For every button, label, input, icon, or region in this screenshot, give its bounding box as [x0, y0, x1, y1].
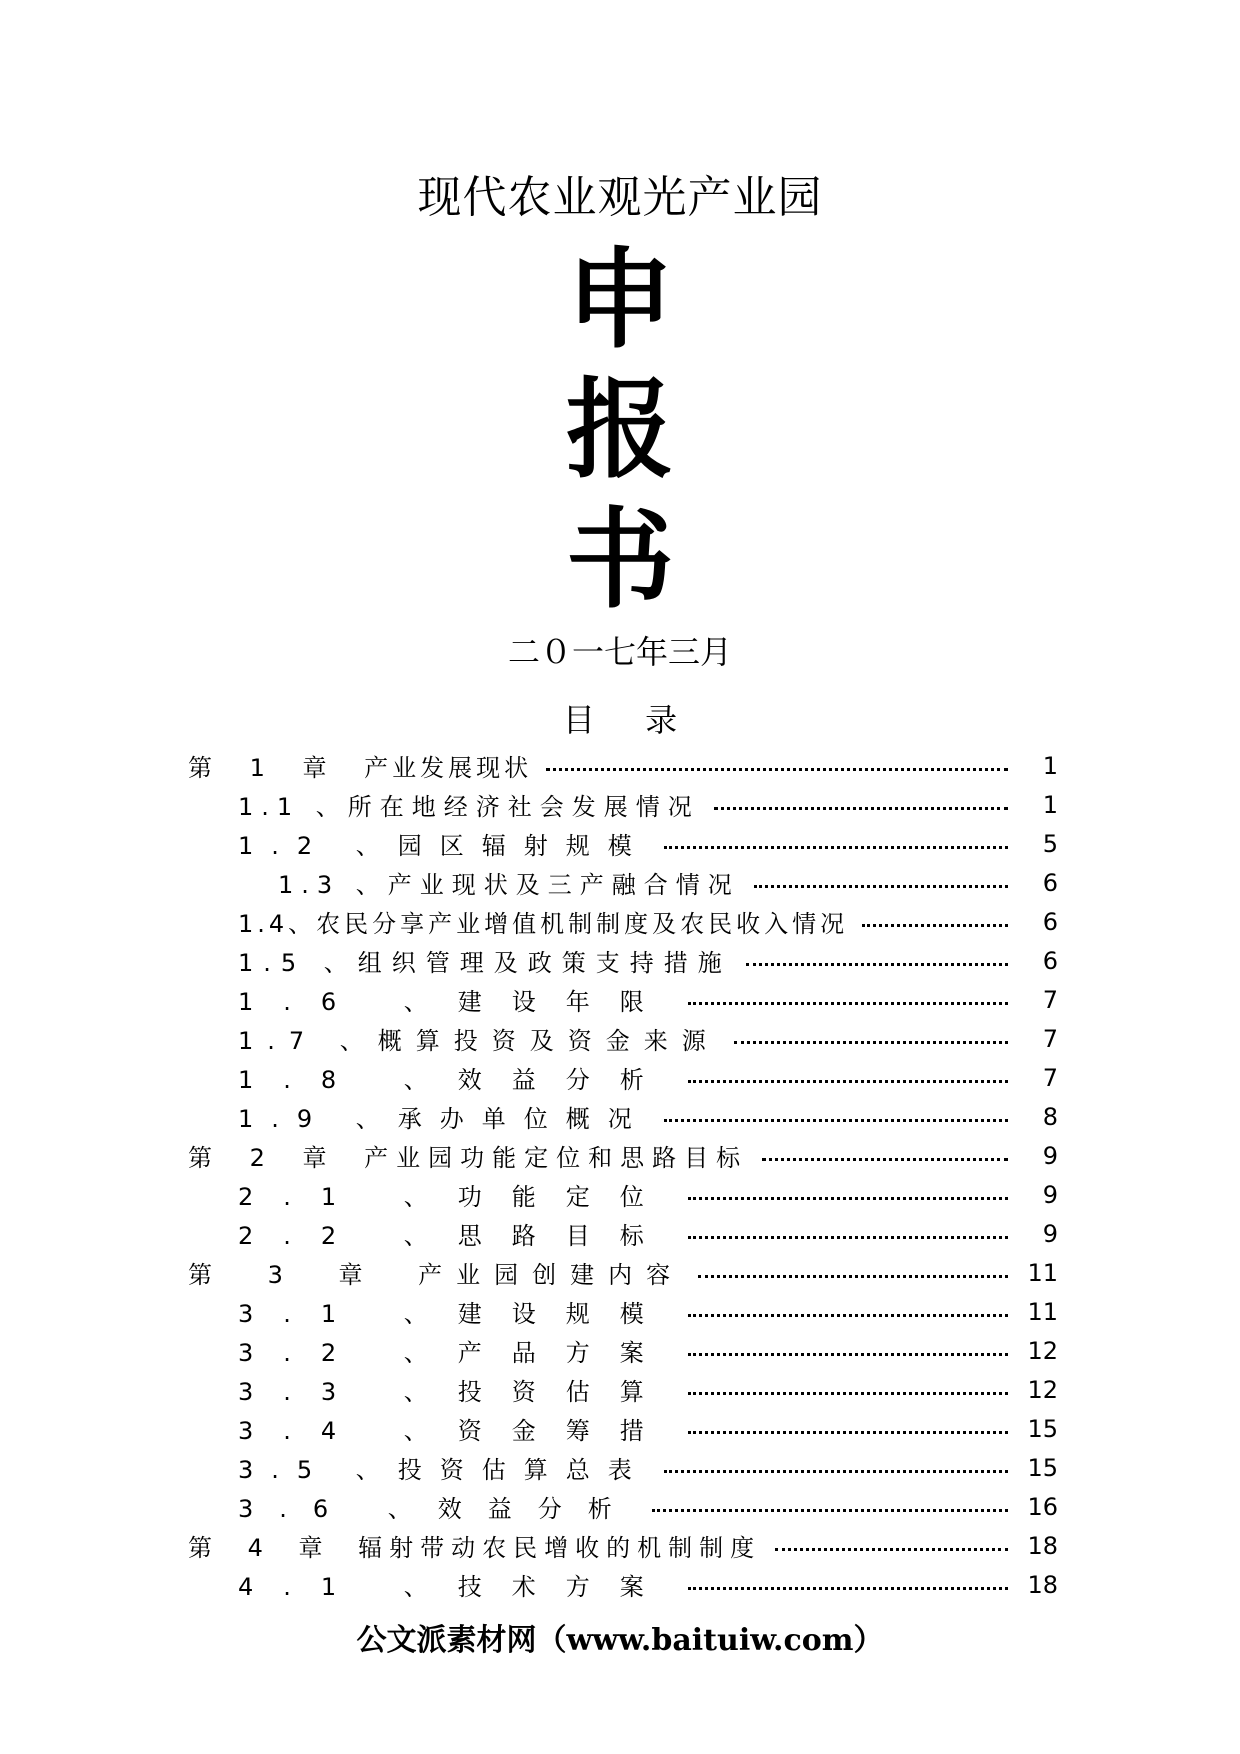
toc-entry-label: 第 4 章 辐射带动农民增收的机制制度: [188, 1534, 762, 1562]
toc-leader-dots: [688, 1314, 1008, 1317]
toc-entry-1-3[interactable]: [278, 863, 1058, 902]
toc-entry-label: 第 3 章 产业园创建内容: [188, 1261, 685, 1289]
toc-entry-2-1[interactable]: [238, 1175, 1058, 1214]
toc-entry-label: 4.1 、技术方案: [238, 1573, 674, 1601]
toc-entry-ch3[interactable]: [188, 1253, 1058, 1292]
toc-entry-label: 第 2 章 产业园功能定位和思路目标: [188, 1144, 749, 1172]
toc-entry-page: 7: [1042, 1024, 1058, 1053]
toc-leader-dots: [688, 1392, 1008, 1395]
toc-entry-label: 2.1 、功能定位: [238, 1183, 674, 1211]
toc-entry-1-6[interactable]: [238, 980, 1058, 1019]
toc-entry-label: 3.3 、投资估算: [238, 1378, 674, 1406]
toc-entry-1-2[interactable]: [238, 824, 1058, 863]
toc-leader-dots: [688, 1236, 1008, 1239]
toc-entry-label: 1.4、农民分享产业增值机制制度及农民收入情况: [238, 910, 849, 938]
cover-char-shen: 申: [565, 237, 674, 363]
toc-leader-dots: [688, 1353, 1008, 1356]
toc-entry-1-9[interactable]: [238, 1097, 1058, 1136]
toc-entry-label: 1.9 、承办单位概况: [238, 1105, 650, 1133]
toc-entry-3-4[interactable]: [238, 1409, 1058, 1448]
toc-leader-dots: [775, 1548, 1008, 1551]
toc-entry-page: 9: [1042, 1180, 1058, 1209]
toc-leader-dots: [698, 1275, 1008, 1278]
toc-entry-3-3[interactable]: [238, 1370, 1058, 1409]
toc-entry-page: 12: [1027, 1375, 1058, 1404]
toc-leader-dots: [664, 846, 1008, 849]
toc-entry-page: 6: [1042, 946, 1058, 975]
toc-entry-page: 18: [1027, 1531, 1058, 1560]
toc-entry-page: 5: [1042, 829, 1058, 858]
toc-entry-label: 3.5 、投资估算总表: [238, 1456, 650, 1484]
toc-entry-label: 3.1 、建设规模: [238, 1300, 674, 1328]
toc-entry-1-5[interactable]: [238, 941, 1058, 980]
toc-entry-3-2[interactable]: [238, 1331, 1058, 1370]
toc-entry-label: 第 1 章 产业发展现状: [188, 754, 533, 782]
toc-entry-page: 9: [1042, 1219, 1058, 1248]
toc-leader-dots: [688, 1587, 1008, 1590]
toc-entry-label: 3.6 、效益分析: [238, 1495, 638, 1523]
toc-entry-3-5[interactable]: [238, 1448, 1058, 1487]
toc-leader-dots: [762, 1158, 1008, 1161]
toc-entry-label: 3.4 、资金筹措: [238, 1417, 674, 1445]
toc-entry-page: 9: [1042, 1141, 1058, 1170]
toc-entry-1-4[interactable]: [238, 902, 1058, 941]
toc-entry-page: 1: [1042, 790, 1058, 819]
toc-leader-dots: [652, 1509, 1008, 1512]
toc-entry-page: 15: [1027, 1414, 1058, 1443]
toc-leader-dots: [688, 1002, 1008, 1005]
toc-entry-label: 2.2 、思路目标: [238, 1222, 674, 1250]
toc-entry-label: 1.7 、概算投资及资金来源: [238, 1027, 720, 1055]
toc-entry-1-8[interactable]: [238, 1058, 1058, 1097]
toc-entry-label: 3.2 、产品方案: [238, 1339, 674, 1367]
toc-entry-page: 8: [1042, 1102, 1058, 1131]
toc-leader-dots: [688, 1431, 1008, 1434]
toc-entry-page: 12: [1027, 1336, 1058, 1365]
toc-leader-dots: [754, 885, 1008, 888]
toc-entry-1-1[interactable]: [238, 785, 1058, 824]
toc-entry-label: 1.8 、效益分析: [238, 1066, 674, 1094]
toc-leader-dots: [688, 1080, 1008, 1083]
toc-entry-page: 11: [1027, 1258, 1058, 1287]
toc-entry-page: 1: [1042, 751, 1058, 780]
toc-entry-page: 7: [1042, 1063, 1058, 1092]
toc-entry-label: 1.2 、园区辐射规模: [238, 832, 650, 860]
cover-date: 二０一七年三月: [507, 633, 732, 671]
toc-entry-ch4[interactable]: [188, 1526, 1058, 1565]
toc-entry-4-1[interactable]: [238, 1565, 1058, 1604]
toc-entry-label: 1.1 、所在地经济社会发展情况: [238, 793, 700, 821]
toc-leader-dots: [746, 963, 1008, 966]
toc-entry-label: 1.3 、产业现状及三产融合情况: [278, 871, 740, 899]
toc-leader-dots: [734, 1041, 1008, 1044]
toc-leader-dots: [714, 807, 1008, 810]
cover-char-shu: 书: [565, 497, 674, 623]
toc-entry-page: 6: [1042, 868, 1058, 897]
toc-entry-ch1[interactable]: [188, 746, 1058, 785]
toc-entry-page: 6: [1042, 907, 1058, 936]
toc-leader-dots: [664, 1119, 1008, 1122]
toc-entry-2-2[interactable]: [238, 1214, 1058, 1253]
toc-entry-ch2[interactable]: [188, 1136, 1058, 1175]
toc-leader-dots: [546, 768, 1008, 771]
footer-watermark: 公文派素材网（www.baituiw.com）: [356, 1623, 884, 1658]
toc-entry-label: 1.6 、建设年限: [238, 988, 674, 1016]
cover-title: 现代农业观光产业园: [417, 172, 823, 223]
toc-entry-page: 18: [1027, 1570, 1058, 1599]
toc-heading: 目 录: [562, 701, 678, 739]
toc-entry-page: 15: [1027, 1453, 1058, 1482]
toc-leader-dots: [688, 1197, 1008, 1200]
toc-entry-label: 1.5 、组织管理及政策支持措施: [238, 949, 732, 977]
toc-entry-page: 16: [1027, 1492, 1058, 1521]
toc-entry-page: 11: [1027, 1297, 1058, 1326]
toc-entry-1-7[interactable]: [238, 1019, 1058, 1058]
toc-entry-3-6[interactable]: [238, 1487, 1058, 1526]
toc-entry-3-1[interactable]: [238, 1292, 1058, 1331]
toc-leader-dots: [664, 1470, 1008, 1473]
cover-char-bao: 报: [565, 367, 674, 493]
toc-leader-dots: [862, 924, 1008, 927]
toc-entry-page: 7: [1042, 985, 1058, 1014]
